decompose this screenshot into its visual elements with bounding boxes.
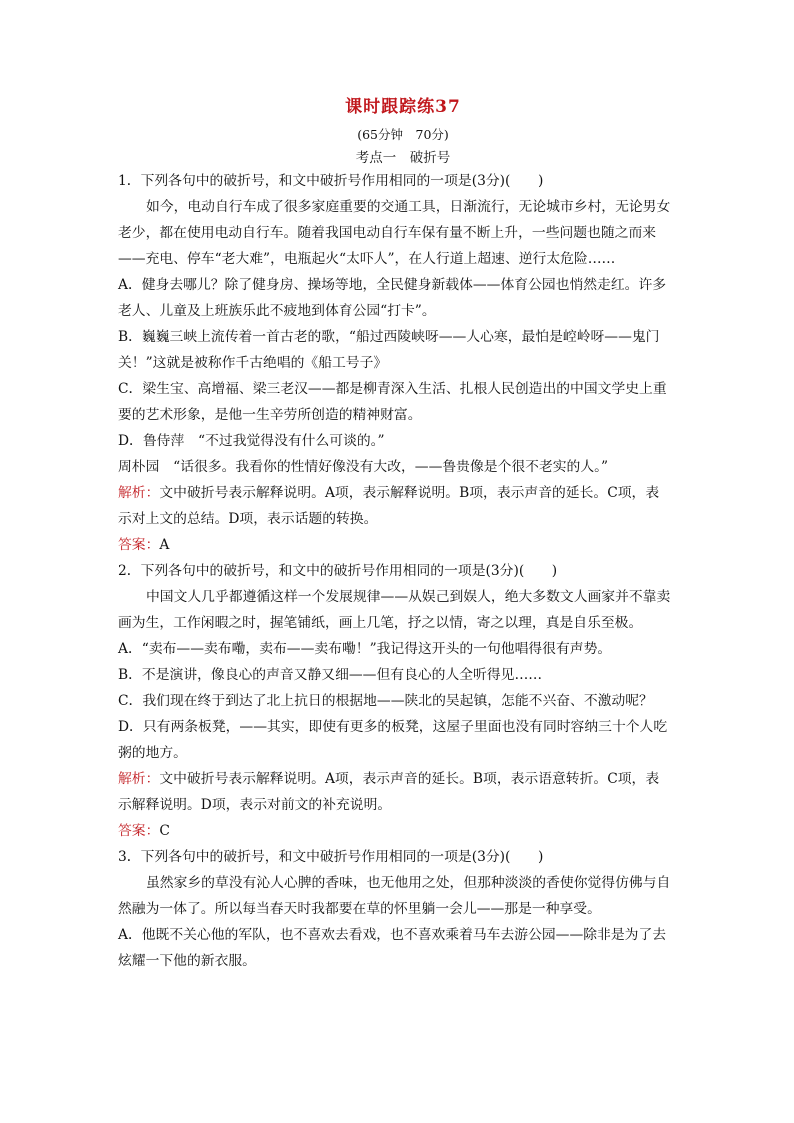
question-stem: 3．下列各句中的破折号，和文中破折号作用相同的一项是(3分)( ) bbox=[118, 849, 544, 865]
explanation-text: 示对上文的总结。D项，表示话题的转换。 bbox=[118, 511, 378, 527]
explanation bbox=[118, 766, 688, 792]
answer bbox=[118, 818, 688, 844]
question-stem: 2．下列各句中的破折号，和文中的破折号作用相同的一项是(3分)( ) bbox=[118, 563, 558, 579]
question-3 bbox=[118, 844, 688, 974]
passage-line: 画为生，工作闲暇之时，握笔铺纸，画上几笔，抒之以情，寄之以理，真是自乐至极。 bbox=[118, 615, 643, 631]
explanation-label: 解析： bbox=[118, 771, 160, 787]
explanation-text: 文中破折号表示解释说明。A项，表示解释说明。B项，表示声音的延长。C项，表 bbox=[159, 485, 660, 501]
passage-line: 然融为一体了。所以每当春天时我都要在草的怀里躺一会儿——那是一种享受。 bbox=[118, 901, 601, 917]
question-stem: 1．下列各句中的破折号，和文中破折号作用相同的一项是(3分)( ) bbox=[118, 173, 544, 189]
answer bbox=[118, 532, 688, 558]
passage-line: 虽然家乡的草没有沁人心脾的香味，也无他用之处，但那种淡淡的香使你觉得仿佛与自 bbox=[146, 875, 671, 891]
option-line: B．巍巍三峡上流传着一首古老的歌，“船过西陵峡呀——人心寒，最怕是崆岭呀——鬼门 bbox=[118, 329, 660, 345]
answer-value: A bbox=[159, 537, 170, 553]
option-line: C．梁生宝、高增福、梁三老汉——都是柳青深入生活、扎根人民创造出的中国文学史上重 bbox=[118, 381, 667, 397]
answer-label: 答案： bbox=[118, 823, 160, 839]
option-line: A．他既不关心他的军队，也不喜欢去看戏，也不喜欢乘着马车去游公园——除非是为了去 bbox=[118, 927, 667, 943]
passage-line: 如今，电动自行车成了很多家庭重要的交通工具，日渐流行，无论城市乡村，无论男女 bbox=[146, 199, 671, 215]
option-line: A．“卖布——卖布嘞，卖布——卖布嘞！”我记得这开头的一句他唱得很有声势。 bbox=[118, 641, 612, 657]
option-line: D．鲁侍萍 “不过我觉得没有什么可谈的。” bbox=[118, 433, 385, 449]
option-line: 炫耀一下他的新衣服。 bbox=[118, 953, 256, 969]
document-page bbox=[118, 96, 688, 974]
option-line: D．只有两条板凳，——其实，即使有更多的板凳，这屋子里面也没有同时容纳三十个人吃 bbox=[118, 719, 668, 735]
time-score-note: (65分钟 70分) bbox=[357, 127, 449, 142]
explanation-text: 示解释说明。D项，表示对前文的补充说明。 bbox=[118, 797, 392, 813]
section-heading: 考点一 破折号 bbox=[355, 150, 451, 166]
option-line: 老人、儿童及上班族乐此不疲地到体育公园“打卡”。 bbox=[118, 303, 436, 319]
explanation-text: 文中破折号表示解释说明。A项，表示声音的延长。B项，表示语意转折。C项，表 bbox=[159, 771, 660, 787]
explanation bbox=[118, 480, 688, 506]
option-line: A．健身去哪儿？除了健身房、操场等地，全民健身新载体——体育公园也悄然走红。许多 bbox=[118, 277, 667, 293]
option-line: 粥的地方。 bbox=[118, 745, 187, 761]
option-line: 周朴园 “话很多。我看你的性情好像没有大改，——鲁贵像是个很不老实的人。” bbox=[118, 459, 609, 475]
answer-label: 答案： bbox=[118, 537, 160, 553]
passage-line: 老少，都在使用电动自行车。随着我国电动自行车保有量不断上升，一些问题也随之而来 bbox=[118, 225, 657, 241]
option-line: C．我们现在终于到达了北上抗日的根据地——陕北的吴起镇，怎能不兴奋、不激动呢？ bbox=[118, 693, 653, 709]
answer-value: C bbox=[159, 823, 170, 839]
question-2 bbox=[118, 558, 688, 844]
option-line: B．不是演讲，像良心的声音又静又细——但有良心的人全听得见…… bbox=[118, 667, 543, 683]
explanation-label: 解析： bbox=[118, 485, 160, 501]
option-line: 要的艺术形象，是他一生辛劳所创造的精神财富。 bbox=[118, 407, 422, 423]
question-1 bbox=[118, 168, 688, 558]
passage-line: ——充电、停车“老大难”，电瓶起火“太吓人”，在人行道上超速、逆行太危险…… bbox=[118, 251, 616, 267]
page-title: 课时跟踪练37 bbox=[345, 97, 461, 117]
option-line: 关！”这就是被称作千古绝唱的《船工号子》 bbox=[118, 355, 388, 371]
passage-line: 中国文人几乎都遵循这样一个发展规律——从娱己到娱人，绝大多数文人画家并不靠卖 bbox=[146, 589, 671, 605]
